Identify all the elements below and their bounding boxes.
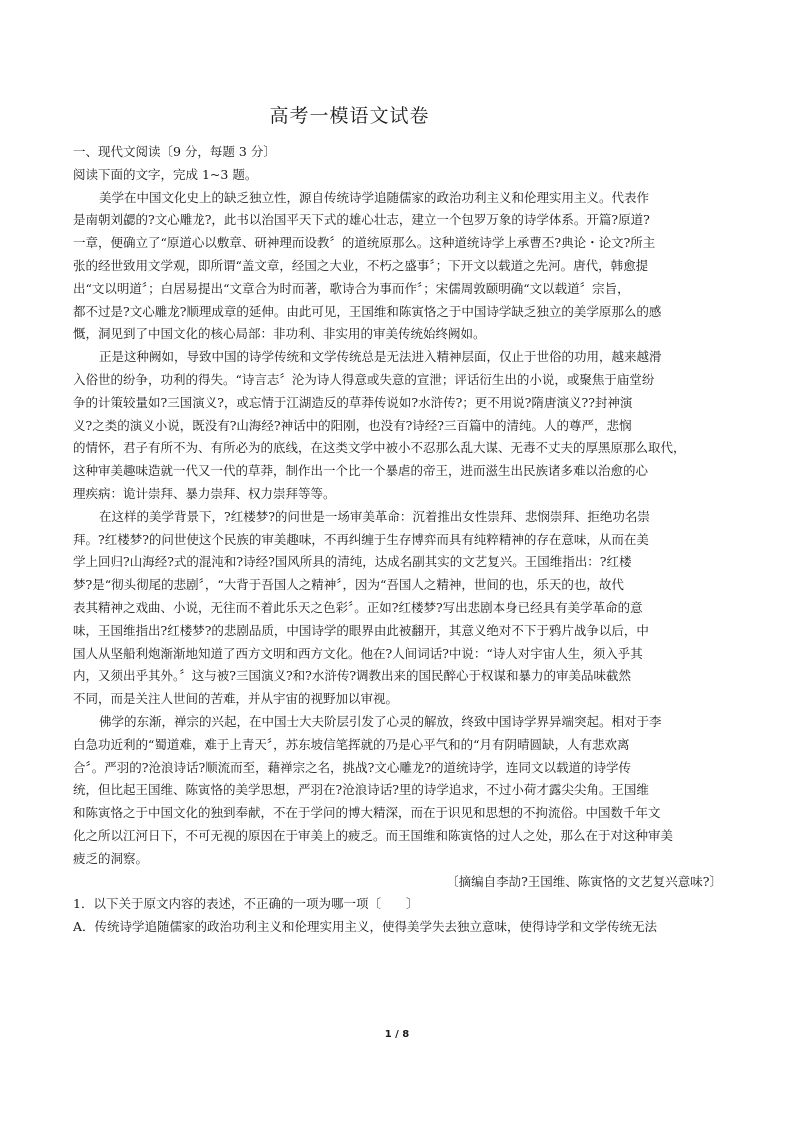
text-line: 佛学的东渐，禅宗的兴起，在中国士大夫阶层引发了心灵的解放，终致中国诗学界异端突起。相对于李 <box>99 713 662 729</box>
text-line: 国人从坚船利炮渐渐地知道了西方文明和西方文化。他在?人间词话?中说：“诗人对宇宙人生，须入乎其 <box>73 645 643 661</box>
text-line: 正是这种阙如，导致中国的诗学传统和文学传统总是无法进入精神层面，仅止于世俗的功用，越来越滑 <box>99 349 662 365</box>
text-line: 不同，而是关注人世间的苦难，并从宇宙的视野加以审视。 <box>73 691 399 707</box>
text-line: 一、现代文阅读〔9 分，每题 3 分〕 <box>73 144 276 159</box>
text-line: 是南朝刘勰的?文心雕龙?，此书以治国平天下式的雄心壮志，建立一个包罗万象的诗学体系。开篇?原道? <box>73 212 650 228</box>
page-number: 1 / 8 <box>384 1029 410 1040</box>
text-line: 的情怀，君子有所不为、有所必为的底线，在这类文学中被小不忍那么乱大谋、无毒不丈夫的厚黑原那么取代， <box>73 440 686 456</box>
text-line: 义?之类的演义小说，既没有?山海经?神话中的阳刚，也没有?诗经?三百篇中的清纯。人的尊严，悲悯 <box>73 417 632 433</box>
document-body <box>73 141 728 939</box>
text-line: 白急功近利的“蜀道难，难于上青天〞，苏东坡信笔挥就的乃是心平气和的“月有阴晴圆缺，人有悲欢离 <box>73 736 630 752</box>
text-line: 入俗世的纷争，功利的得失。“诗言志〞沦为诗人得意或失意的宣泄；评话衍生出的小说，或聚焦于庙堂纷 <box>73 371 655 387</box>
text-line: 统，但比起王国维、陈寅恪的美学思想，严羽在?沧浪诗话?里的诗学追求，不过小荷才露尖尖角。王国维 <box>73 782 649 798</box>
text-line: 和陈寅恪之于中国文化的独到奉献，不在于学问的博大精深，而在于识见和思想的不拘流俗。中国数千年文 <box>73 805 661 821</box>
text-line: 阅读下面的文字，完成 1~3 题。 <box>73 166 258 182</box>
text-line: 拜。?红楼梦?的问世使这个民族的审美趣味，不再纠缠于生存博弈而具有纯粹精神的存在意味，从而在美 <box>73 531 649 547</box>
page-title: 高考一模语文试卷 <box>269 105 430 127</box>
text-line: 这种审美趣味造就一代又一代的草莽，制作出一个比一个暴虐的帝王，进而滋生出民族诸多难以治愈的心 <box>73 463 649 479</box>
text-line: 味，王国维指出?红楼梦?的悲剧品质，中国诗学的眼界由此被翻开，其意义绝对不下于鸦片战争以后，中 <box>73 622 649 638</box>
text-line: 合〞。严羽的?沧浪诗话?顺流而至，藉禅宗之名，挑战?文心雕龙?的道统诗学，连同文以载道的诗学传 <box>73 759 632 775</box>
text-line: 疲乏的洞察。 <box>73 850 149 866</box>
option-a: A．传统诗学追随儒家的政治功利主义和伦理实用主义，使得美学失去独立意味，使得诗学和文学传统无法 <box>73 919 658 935</box>
text-line: 美学在中国文化史上的缺乏独立性，源自传统诗学追随儒家的政治功利主义和伦理实用主义。代表作 <box>99 189 650 205</box>
text-line: 一章，便确立了“原道心以敷章、研神理而设教〞的道统原那么。这种道统诗学上承曹丕?典论・论文?所主 <box>73 235 656 251</box>
text-line: 理疾病：诡计崇拜、暴力崇拜、权力崇拜等等。 <box>73 485 336 501</box>
text-line: 化之所以江河日下，不可无视的原因在于审美上的疲乏。而王国维和陈寅恪的过人之处，那么在于对这种审美 <box>73 827 674 843</box>
question-1: 1．以下关于原文内容的表述，不正确的一项为哪一项〔 〕 <box>73 896 419 912</box>
text-line: 表其精神之戏曲、小说，无往而不着此乐天之色彩〞。正如?红楼梦?写出悲剧本身已经具有美学革命的意 <box>73 599 643 615</box>
text-line: 张的经世致用文学观，即所谓“盖文章，经国之大业，不朽之盛事〞；下开文以载道之先河。唐代，韩愈提 <box>73 257 649 273</box>
text-line: 都不过是?文心雕龙?顺理成章的延伸。由此可见，王国维和陈寅恪之于中国诗学缺乏独立的美学原那么的感 <box>73 303 662 319</box>
text-line: 在这样的美学背景下，?红楼梦?的问世是一场审美革命：沉着推出女性崇拜、悲悯崇拜、拒绝功名崇 <box>99 508 650 524</box>
text-line: 内，又须出乎其外。〞这与被?三国演义?和?水浒传?调教出来的国民醉心于权谋和暴力的审美品味截然 <box>73 668 632 684</box>
text-line: 争的计策较量如?三国演义?，或忘情于江湖造反的草莽传说如?水浒传?；更不用说?隋唐演义??封神演 <box>73 394 633 410</box>
text-line: 学上回归?山海经?式的混沌和?诗经?国风所具的清纯，达成名副其实的文艺复兴。王国维指出：?红楼 <box>73 554 632 570</box>
text-line: 出“文以明道〞；白居易提出“文章合为时而著，歌诗合为事而作〞；宋儒周敦颐明确“文以载道〞宗旨， <box>73 280 630 296</box>
text-line: 慨，洞见到了中国文化的核心局部：非功利、非实用的审美传统始终阙如。 <box>73 326 486 342</box>
text-line: 梦?是“彻头彻尾的悲剧〞，“大背于吾国人之精神〞，因为“吾国人之精神，世间的也，乐天的也，故代 <box>73 577 624 593</box>
source-citation: 〔摘编自李劼?王国维、陈寅恪的文艺复兴意味?〕 <box>446 873 722 889</box>
